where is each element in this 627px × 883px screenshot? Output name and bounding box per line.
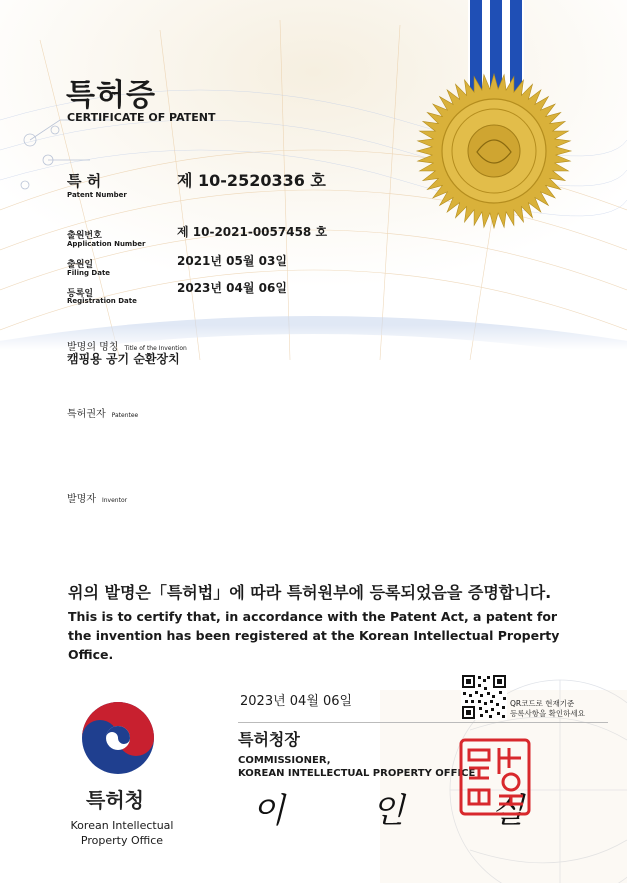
commissioner-signature: 이 인 실 xyxy=(252,791,563,831)
commissioner-title-english-line2: KOREAN INTELLECTUAL PROPERTY OFFICE xyxy=(238,768,476,779)
qr-note-line2: 등록사항을 확인하세요 xyxy=(510,709,585,718)
office-name-english-line1: Korean Intellectual xyxy=(70,819,174,832)
filing-date-value: 2021년 05월 03일 xyxy=(177,254,287,268)
commissioner-title-korean: 특허청장 xyxy=(238,730,300,749)
filing-date-label-english: Filing Date xyxy=(67,269,111,277)
patent-number-value: 제 10-2520336 호 xyxy=(177,171,326,190)
certification-statement-english: This is to certify that, in accordance with the Patent Act, a patent for the invention has been registered at the Korean Intellectual Property Office. xyxy=(68,609,560,662)
patent-number-label: 특 허 xyxy=(67,172,102,190)
issue-date: 2023년 04월 06일 xyxy=(240,694,353,709)
registration-date-value: 2023년 04월 06일 xyxy=(177,281,287,295)
kipo-logo-icon xyxy=(80,700,156,776)
certificate-title-korean: 특허증 xyxy=(66,78,156,113)
certificate-title-english: CERTIFICATE OF PATENT xyxy=(67,111,216,124)
filing-date-label: 출원일 xyxy=(67,260,94,270)
registration-date-label: 등록일 xyxy=(67,289,94,299)
commissioner-title-english xyxy=(238,754,475,780)
application-number-label-english: Application Number xyxy=(67,240,146,248)
office-name-korean: 특허청 xyxy=(86,788,144,812)
inventor-label-row xyxy=(67,487,127,506)
inventor-label: 발명자 xyxy=(67,494,96,505)
office-name-english-line2: Property Office xyxy=(80,834,164,847)
patentee-label-english: Patentee xyxy=(111,412,139,419)
patentee-label: 특허권자 xyxy=(67,409,106,420)
office-name-english xyxy=(64,818,180,848)
qr-note-line1: QR코드로 현재기준 xyxy=(510,699,575,708)
invention-title-label-english: Title of the Invention xyxy=(124,345,187,352)
official-red-seal-icon xyxy=(459,738,531,816)
patent-number-label-english: Patent Number xyxy=(67,191,127,199)
commissioner-title-english-line1: COMMISSIONER, xyxy=(238,755,331,766)
qr-code-icon[interactable] xyxy=(461,674,507,720)
invention-title-label: 발명의 명칭 xyxy=(67,342,119,353)
signature-divider xyxy=(238,722,608,723)
invention-title-value: 캠핑용 공기 순환장치 xyxy=(67,352,180,366)
gold-seal-icon xyxy=(415,72,573,230)
patentee-label-row xyxy=(67,402,138,421)
inventor-label-english: Inventor xyxy=(101,497,128,504)
certification-statement-korean: 위의 발명은「특허법」에 따라 특허원부에 등록되었음을 증명합니다. xyxy=(68,583,552,602)
qr-note xyxy=(510,699,585,719)
application-number-value: 제 10-2021-0057458 호 xyxy=(177,225,328,239)
application-number-label: 출원번호 xyxy=(67,231,102,241)
registration-date-label-english: Registration Date xyxy=(67,297,137,305)
